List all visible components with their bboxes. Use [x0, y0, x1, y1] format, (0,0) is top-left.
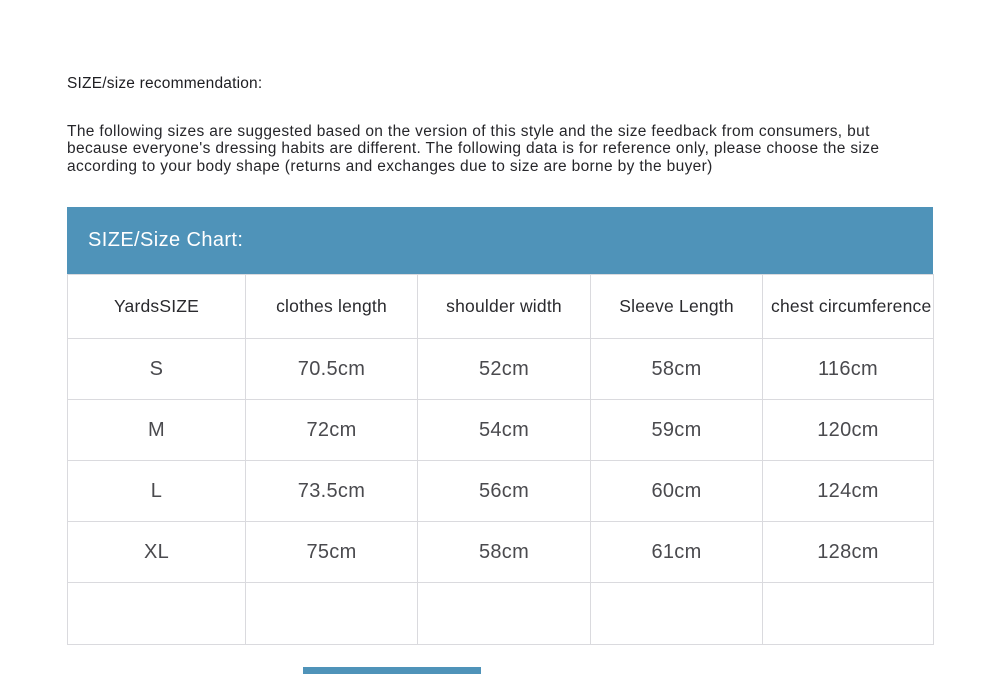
cell-shoulder-width: [418, 583, 591, 645]
cell-sleeve-length: 58cm: [591, 339, 763, 400]
cell-clothes-length: 72cm: [246, 400, 418, 461]
product-description-section: [67, 0, 933, 645]
size-chart-title-bar: [67, 207, 933, 274]
size-chart-title: SIZE/Size Chart:: [88, 229, 244, 252]
table-header-row: [68, 275, 934, 339]
cell-sleeve-length: 60cm: [591, 461, 763, 522]
table-row-xl: [68, 522, 934, 583]
size-chart-table: [67, 274, 934, 645]
cell-shoulder-width: 56cm: [418, 461, 591, 522]
cell-shoulder-width: 52cm: [418, 339, 591, 400]
cell-clothes-length: 73.5cm: [246, 461, 418, 522]
size-recommendation-heading: SIZE/size recommendation:: [67, 75, 263, 92]
cell-shoulder-width: 54cm: [418, 400, 591, 461]
cell-chest-circumference: 128cm: [763, 522, 934, 583]
cell-sleeve-length: 61cm: [591, 522, 763, 583]
column-header-sleeve-length: Sleeve Length: [591, 275, 763, 339]
table-row-empty: [68, 583, 934, 645]
cell-chest-circumference: [763, 583, 934, 645]
column-header-size: YardsSIZE: [68, 275, 246, 339]
next-section-bar-fragment: [303, 667, 481, 674]
cell-size: S: [68, 339, 246, 400]
cell-clothes-length: [246, 583, 418, 645]
size-recommendation-text: The following sizes are suggested based on the version of this style and the size feedback from consumers, but because everyone's dressing habits are different. The following data is for reference only, please choose the size according to your body shape (returns and exchanges due to size are borne by the buyer): [67, 123, 880, 175]
cell-clothes-length: 70.5cm: [246, 339, 418, 400]
cell-chest-circumference: 120cm: [763, 400, 934, 461]
table-row-m: [68, 400, 934, 461]
cell-clothes-length: 75cm: [246, 522, 418, 583]
cell-chest-circumference: 124cm: [763, 461, 934, 522]
cell-sleeve-length: [591, 583, 763, 645]
cell-chest-circumference: 116cm: [763, 339, 934, 400]
cell-size: XL: [68, 522, 246, 583]
column-header-clothes-length: clothes length: [246, 275, 418, 339]
cell-size: L: [68, 461, 246, 522]
cell-size: [68, 583, 246, 645]
table-row-s: [68, 339, 934, 400]
column-header-shoulder-width: shoulder width: [418, 275, 591, 339]
column-header-chest-circumference: chest circumference: [763, 275, 934, 339]
cell-size: M: [68, 400, 246, 461]
cell-shoulder-width: 58cm: [418, 522, 591, 583]
cell-sleeve-length: 59cm: [591, 400, 763, 461]
table-row-l: [68, 461, 934, 522]
